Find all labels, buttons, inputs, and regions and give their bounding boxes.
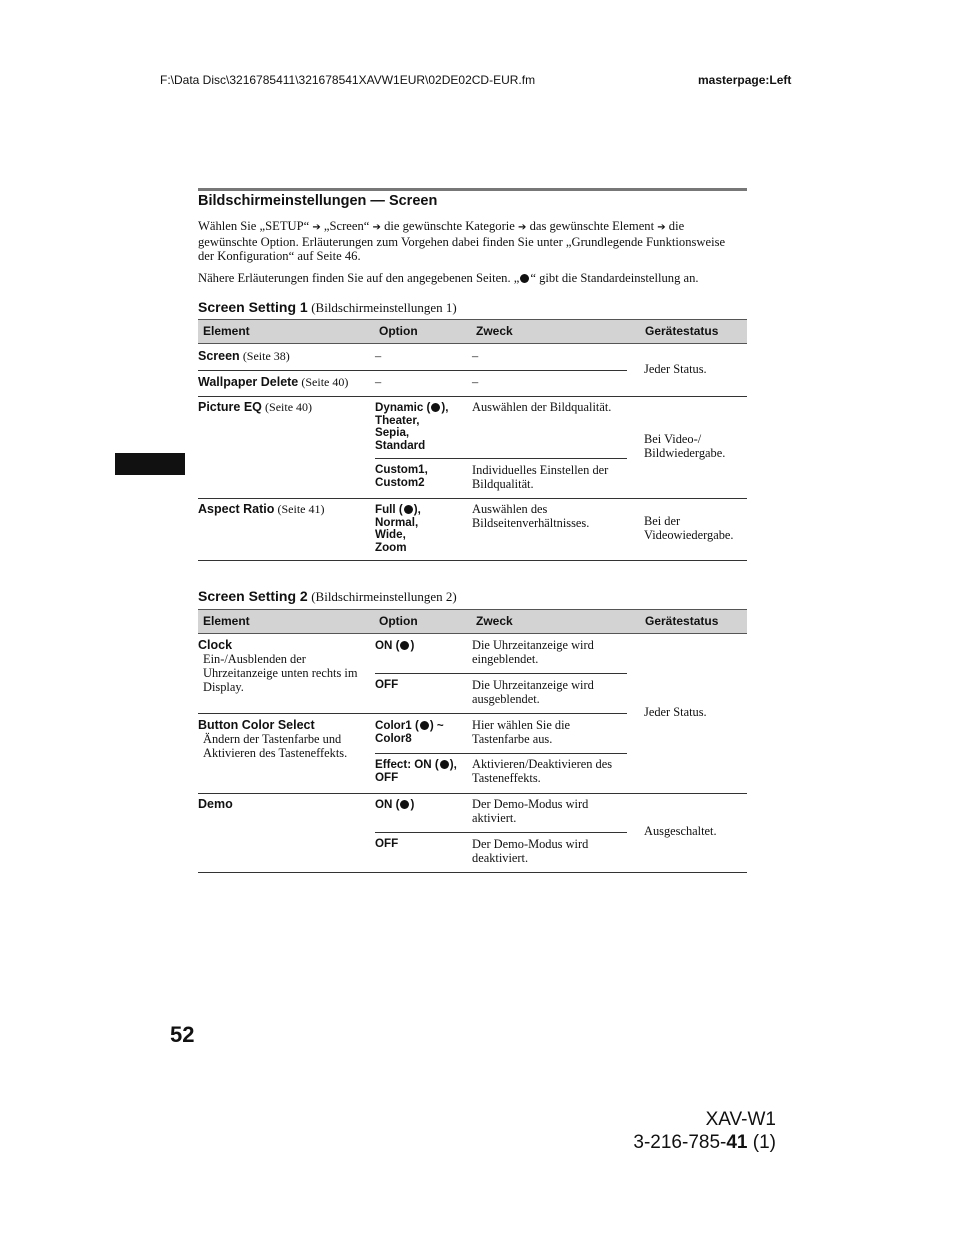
- table2-header: [198, 609, 747, 634]
- masterpage-label: masterpage:Left: [698, 73, 792, 87]
- option-cell: [375, 799, 414, 812]
- purpose-cell: –: [472, 375, 479, 389]
- filled-circle-icon: [520, 274, 529, 283]
- purpose-cell: Auswählen der Bildqualität.: [472, 400, 612, 414]
- purpose-cell: Hier wählen Sie die Tastenfarbe aus.: [472, 718, 571, 746]
- option-cell: [375, 504, 471, 554]
- purpose-cell: Der Demo-Modus wird aktiviert.: [472, 797, 589, 825]
- model-name: XAV-W1: [705, 1109, 776, 1130]
- intro-paragraph: [198, 219, 743, 263]
- option-text: Normal,: [375, 515, 419, 529]
- option-text: ON (: [375, 798, 400, 811]
- arrow-right-icon: ➔: [657, 222, 666, 233]
- option-text: Effect: ON (: [375, 758, 439, 771]
- element-name: Demo: [198, 797, 233, 811]
- table-row-element: [198, 400, 312, 414]
- filled-circle-icon: [431, 403, 440, 412]
- status-cell: Jeder Status.: [644, 362, 707, 376]
- note-text: Nähere Erläuterungen finden Sie auf den angegebenen Seiten. „: [198, 271, 520, 285]
- option-text: Color8: [375, 731, 412, 745]
- option-cell: –: [375, 375, 382, 389]
- purpose-cell: Individuelles Einstellen der Bildqualität.: [472, 463, 609, 491]
- option-cell: –: [375, 349, 382, 363]
- filled-circle-icon: [420, 721, 429, 730]
- file-path: F:\Data Disc\3216785411\321678541XAVW1EUR\02DE02CD-EUR.fm: [160, 73, 536, 87]
- code-bold: 41: [726, 1132, 748, 1153]
- table-row-element: [198, 375, 348, 389]
- col-header: Zweck: [476, 614, 513, 628]
- row-divider: [375, 673, 627, 674]
- purpose-cell: –: [472, 349, 479, 363]
- table-row-element: [198, 797, 233, 811]
- row-divider: [198, 713, 627, 714]
- section-title: Bildschirmeinstellungen — Screen: [198, 193, 438, 209]
- table-row-element: [198, 502, 325, 516]
- table2-title: [198, 588, 457, 606]
- option-cell: [375, 720, 471, 745]
- row-divider: [198, 370, 627, 371]
- status-cell: Bei Video-/ Bildwiedergabe.: [644, 432, 726, 460]
- option-text: Full (: [375, 503, 403, 516]
- page-ref: (Seite 38): [242, 349, 290, 363]
- element-name: Aspect Ratio: [198, 502, 275, 516]
- option-text: ): [410, 798, 415, 811]
- option-text: ),: [449, 758, 457, 771]
- purpose-cell: Aktivieren/Deaktivieren des Tasteneffekts.: [472, 757, 613, 785]
- page-ref: (Seite 41): [277, 502, 325, 516]
- option-cell: [375, 640, 414, 653]
- option-text: Zoom: [375, 540, 407, 554]
- arrow-right-icon: ➔: [372, 222, 381, 233]
- col-header: Option: [379, 614, 418, 628]
- option-cell: OFF: [375, 837, 399, 850]
- filled-circle-icon: [400, 641, 409, 650]
- purpose-cell: Auswählen des Bildseitenverhältnisses.: [472, 502, 590, 530]
- table-row-element: [198, 638, 232, 652]
- option-cell: Custom1, Custom2: [375, 463, 428, 489]
- element-description: Ein-/Ausblenden der Uhrzeitanzeige unten rechts im Display.: [203, 652, 358, 694]
- element-name: Wallpaper Delete: [198, 375, 299, 389]
- filled-circle-icon: [440, 760, 449, 769]
- col-header: Element: [203, 614, 250, 628]
- option-text: ): [410, 639, 415, 652]
- model-info: [600, 1108, 776, 1154]
- element-name: Screen: [198, 349, 240, 363]
- row-divider: [375, 832, 627, 833]
- table-row-element: [198, 349, 290, 363]
- table-bottom-rule: [198, 872, 747, 873]
- intro-part: „Screen“: [323, 219, 370, 233]
- table1: [198, 319, 747, 562]
- element-name: Clock: [198, 638, 233, 652]
- option-text: ) ~: [429, 719, 444, 732]
- product-code: [600, 1131, 776, 1154]
- page-ref: (Seite 40): [301, 375, 349, 389]
- col-header: Gerätestatus: [645, 324, 719, 338]
- table-row-element: [198, 718, 315, 732]
- table-bottom-rule: [198, 560, 747, 561]
- code-prefix: 3-216-785-: [633, 1132, 727, 1153]
- option-text: Dynamic (: [375, 401, 431, 414]
- table1-subtitle: (Bildschirmeinstellungen 1): [311, 300, 457, 315]
- purpose-cell: Die Uhrzeitanzeige wird ausgeblendet.: [472, 678, 594, 706]
- option-text: Standard: [375, 438, 426, 452]
- element-description: Ändern der Tastenfarbe und Aktivieren des Tasteneffekts.: [203, 732, 348, 760]
- purpose-cell: Die Uhrzeitanzeige wird eingeblendet.: [472, 638, 594, 666]
- intro-part: das gewünschte Element: [529, 219, 655, 233]
- intro-part: Wählen Sie „SETUP“: [198, 219, 310, 233]
- option-cell: [375, 402, 471, 452]
- row-divider: [198, 793, 747, 794]
- option-text: Wide,: [375, 528, 406, 541]
- element-name: Picture EQ: [198, 400, 262, 414]
- arrow-right-icon: ➔: [312, 222, 321, 233]
- filled-circle-icon: [404, 505, 413, 514]
- option-text: ON (: [375, 639, 400, 652]
- col-header: Zweck: [476, 324, 513, 338]
- table2-subtitle: (Bildschirmeinstellungen 2): [311, 589, 457, 604]
- table2: [198, 609, 747, 874]
- section-rule: [198, 188, 747, 191]
- filled-circle-icon: [400, 800, 409, 809]
- table2-title-main: Screen Setting 2: [198, 588, 308, 604]
- col-header: Option: [379, 324, 418, 338]
- table1-title: [198, 299, 457, 317]
- option-text: OFF: [375, 770, 399, 784]
- option-cell: OFF: [375, 678, 399, 691]
- table1-header: [198, 319, 747, 344]
- arrow-right-icon: ➔: [518, 222, 527, 233]
- option-cell: [375, 759, 471, 784]
- row-divider: [198, 498, 747, 499]
- option-text: Sepia,: [375, 426, 410, 439]
- note-text: “ gibt die Standardeinstellung an.: [530, 271, 699, 285]
- page-ref: (Seite 40): [265, 400, 313, 414]
- table1-title-main: Screen Setting 1: [198, 299, 308, 315]
- row-divider: [375, 753, 627, 754]
- status-cell: Ausgeschaltet.: [644, 824, 717, 838]
- col-header: Element: [203, 324, 250, 338]
- option-text: ),: [441, 401, 449, 414]
- option-text: ),: [413, 503, 421, 516]
- row-divider: [375, 458, 627, 459]
- code-suffix: (1): [747, 1132, 776, 1153]
- col-header: Gerätestatus: [645, 614, 719, 628]
- purpose-cell: Der Demo-Modus wird deaktiviert.: [472, 837, 589, 865]
- intro-part: die gewünschte Kategorie: [384, 219, 515, 233]
- note-paragraph: [198, 271, 743, 285]
- element-name: Button Color Select: [198, 718, 315, 732]
- page-number: 52: [170, 1022, 195, 1047]
- intro-part: die gewünschte Option. Erläuterungen zum Vorgehen dabei finden Sie unter „Grundlegende Funktionsweise der Konfiguration“ auf Seite 46.: [198, 219, 726, 263]
- option-text: Theater,: [375, 413, 420, 427]
- status-cell: Jeder Status.: [644, 705, 707, 719]
- option-text: Color1 (: [375, 719, 419, 732]
- row-divider: [198, 396, 747, 397]
- status-cell: Bei der Videowiedergabe.: [644, 514, 734, 542]
- chapter-tab: [115, 453, 185, 475]
- intro-text: [198, 219, 743, 293]
